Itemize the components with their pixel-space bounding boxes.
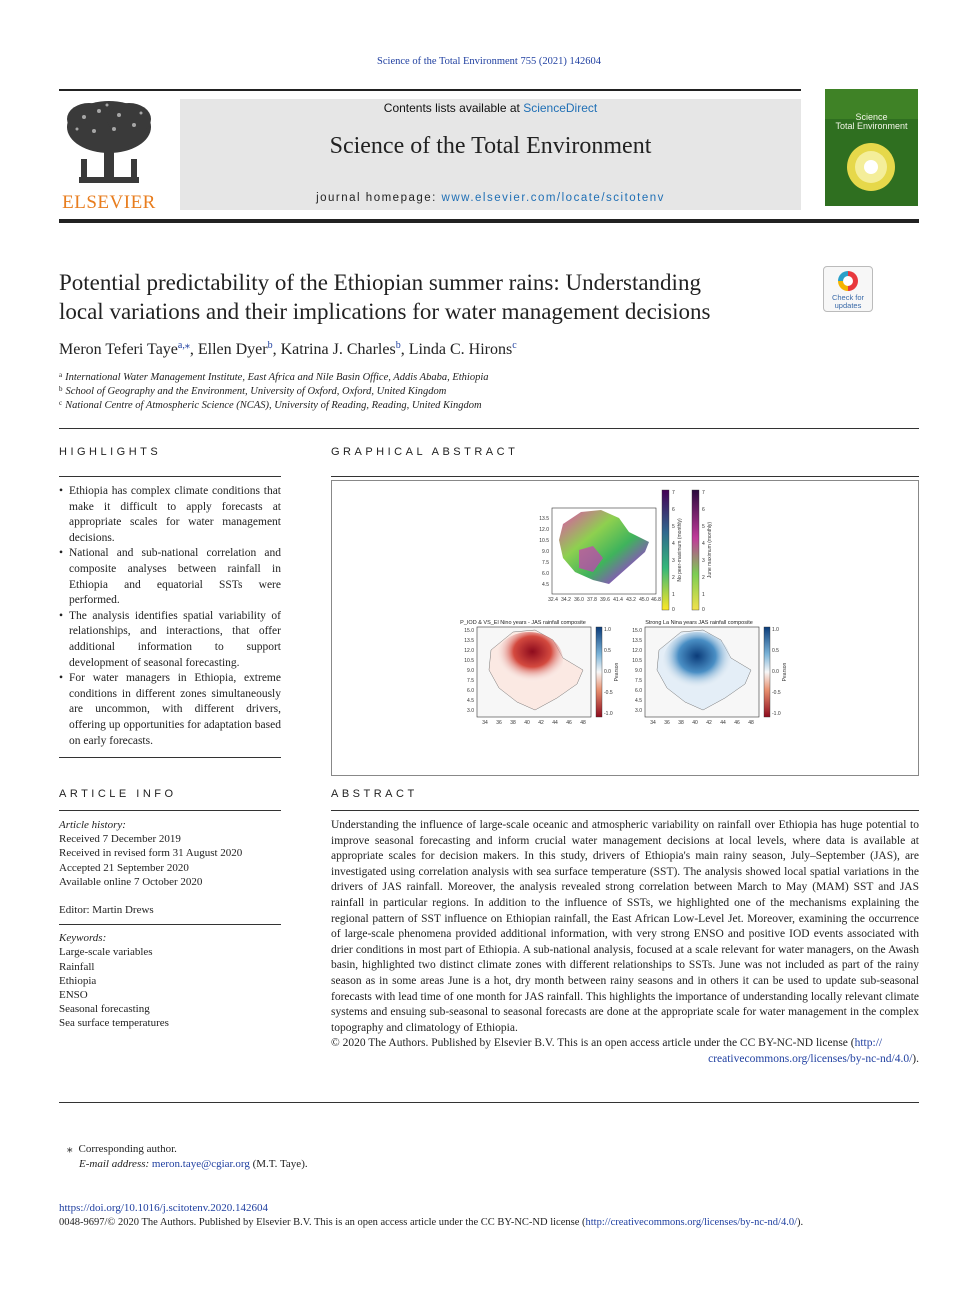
crossmark-line1: Check for [831, 293, 865, 302]
keyword: Ethiopia [59, 974, 97, 987]
highlight-item: • The analysis identifies spatial variability of relationships, and interactions, that offer additional information to support development of seasonal forecasting. [59, 609, 281, 671]
journal-homepage [180, 192, 801, 204]
bottom-left-yticks [464, 628, 474, 714]
homepage-link[interactable]: www.elsevier.com/locate/scitotenv [441, 192, 665, 204]
abstract-rule [331, 810, 919, 811]
tick-label: 36.0 [574, 597, 584, 603]
tick-label: 9.0 [467, 668, 474, 674]
tick-label: 4 [702, 541, 705, 547]
highlights-list [59, 484, 281, 749]
tick-label: 4.5 [467, 698, 474, 704]
highlights-rule [59, 476, 281, 477]
cover-title-line2: Total Environment [835, 121, 908, 131]
tick-label: 44 [552, 720, 558, 726]
tick-label: 7 [672, 490, 675, 496]
author-affiliation-mark[interactable]: b [395, 340, 401, 351]
top-map-panel [539, 490, 713, 613]
email-label: E-mail address: [79, 1158, 152, 1170]
copyright-close: ). [912, 1052, 919, 1065]
tick-label: -1.0 [772, 711, 781, 717]
tick-label: 5 [672, 524, 675, 530]
graphical-abstract-maps [331, 480, 919, 776]
email-tail: (M.T. Taye). [249, 1158, 308, 1170]
tick-label: 0.0 [772, 669, 779, 675]
tick-label: 37.8 [587, 597, 597, 603]
doi-link[interactable]: https://doi.org/10.1016/j.scitotenv.2020.142604 [59, 1202, 268, 1214]
tick-label: 34 [482, 720, 488, 726]
tick-label: 34.2 [561, 597, 571, 603]
contents-prefix: Contents lists available at [383, 101, 524, 115]
tick-label: 3 [672, 558, 675, 564]
tick-label: 40 [692, 720, 698, 726]
author-affiliation-mark[interactable]: b [267, 340, 273, 351]
tick-label: 10.5 [464, 658, 474, 664]
bottom-right-map-panel [632, 620, 788, 726]
tick-label: 13.5 [632, 638, 642, 644]
tick-label: 1 [672, 592, 675, 598]
tick-label: 7 [702, 490, 705, 496]
top-colorbar-1-ticks [672, 490, 675, 613]
abstract-text: Understanding the influence of large-scale oceanic and atmospheric variability on rainfall over Ethiopia has huge potential to improve seasonal forecasting and inform crucial water management decisions at local levels, where data is available at appropriate scales for decision makers. In this study, drivers of Ethiopia's main rainy season, July–September (JAS), are investigated using correlation analysis with sea surface temperature (SST). The analysis showed local spatial variations in the drivers of JAS rainfall. Moreover, the analysis revealed strong correlation between March to May (MAM) SST and JAS rainfall in particular regions. In addition to the influence of SSTs, we highlighted one of the mechanisms explaining the regional pattern of SST influence on Ethiopian rainfall, the East African Low-Level Jet. Moreover, examining the occurrence of large-scale phenomena provided additional information, with very strong ENSO and positive IOD events associated with drier conditions in most part of Ethiopia. A sub-national analysis, focused at a scale relevant for water managers, on the Awash basin, highlighted two distinct climate zones with different relationships to SSTs. June was not included as part of the rainy season as in some areas June is a hot, dry month between rainy seasons and in others it can be used to update sub-seasonal forecasts with lead time of one month for JAS rainfall. This highlights the importance of understanding locally relevant climate systems and ensuing sub-seasonal to seasonal forecasts are done at the appropriate scale for water management in the complex topography and climatology of Ethiopia. [331, 819, 919, 1034]
tick-label: 41.4 [613, 597, 623, 603]
abstract-block [331, 818, 919, 1068]
bottom-left-xticks [482, 720, 586, 726]
tick-label: 3 [702, 558, 705, 564]
bottom-right-wet-anomaly [663, 632, 731, 692]
license-link[interactable]: creativecommons.org/licenses/by-nc-nd/4.0/ [708, 1052, 913, 1065]
top-colorbar-1 [662, 490, 669, 610]
bottom-right-colorbar [764, 627, 770, 717]
tick-label: 38 [510, 720, 516, 726]
abstract-copyright-end [331, 1052, 919, 1068]
tick-label: 38 [678, 720, 684, 726]
tick-label: 32.4 [548, 597, 558, 603]
graphical-abstract-heading: GRAPHICAL ABSTRACT [331, 446, 519, 458]
tick-label: 7.5 [467, 678, 474, 684]
keyword: Rainfall [59, 960, 95, 973]
tick-label: 7.5 [542, 560, 549, 566]
keywords-label: Keywords: [59, 932, 107, 945]
tick-label: 0 [702, 607, 705, 613]
tick-label: 43.2 [626, 597, 636, 603]
article-info-block [59, 818, 281, 1031]
abstract-heading: ABSTRACT [331, 788, 418, 800]
author-name[interactable]: Ellen Dyer [197, 341, 268, 358]
top-colorbar-2-ticks [702, 490, 705, 613]
tick-label: 1.0 [772, 627, 779, 633]
top-colorbar-2-label: June maximum (monthly) [707, 521, 713, 579]
journal-citation[interactable]: Science of the Total Environment 755 (2021) 142604 [377, 56, 601, 67]
author-affiliation-mark[interactable]: c [512, 340, 517, 351]
affiliation [59, 371, 488, 383]
article-info-heading: ARTICLE INFO [59, 788, 177, 800]
copyright-text: © 2020 The Authors. Published by Elsevier B.V. This is an open access article under the CC BY-NC-ND license ( [331, 1037, 855, 1050]
license-footer-link[interactable]: http://creativecommons.org/licenses/by-nc-nd/4.0/ [585, 1217, 798, 1228]
journal-cover-thumbnail[interactable] [825, 89, 918, 206]
bottom-left-colorbar-ticks [604, 627, 613, 717]
tick-label: 13.5 [464, 638, 474, 644]
highlight-item: • For water managers in Ethiopia, extreme conditions in different zones simultaneously are uncommon, with different drivers, offering up opportunities for adaptation based on early forecasts. [59, 671, 281, 749]
tick-label: 4 [672, 541, 675, 547]
tick-label: 10.5 [632, 658, 642, 664]
license-prefix: 0048-9697/© 2020 The Authors. Published by Elsevier B.V. This is an open access article under the CC BY-NC-ND license ( [59, 1217, 586, 1228]
keywords-rule [59, 924, 281, 925]
tick-label: 39.6 [600, 597, 610, 603]
footnote-label: Corresponding author. [78, 1143, 177, 1155]
tick-label: 0.0 [604, 669, 611, 675]
tick-label: 42 [706, 720, 712, 726]
sciencedirect-link[interactable]: ScienceDirect [523, 101, 598, 115]
tick-label: 12.0 [539, 527, 549, 533]
abstract-copyright [331, 1036, 919, 1052]
license-link[interactable]: http:// [854, 1037, 883, 1050]
bottom-right-xticks [650, 720, 754, 726]
affiliation-mark: c [59, 399, 63, 407]
highlight-item: • Ethiopia has complex climate conditions that make it difficult to apply forecasts at appropriate scales for water management decisions. [59, 484, 281, 546]
tick-label: 5 [702, 524, 705, 530]
tick-label: -0.5 [604, 690, 613, 696]
highlights-heading: HIGHLIGHTS [59, 446, 162, 458]
tick-label: 6.0 [542, 571, 549, 577]
tick-label: 48 [748, 720, 754, 726]
corresponding-author-footnote [59, 1142, 308, 1172]
bottom-left-map-panel [460, 620, 620, 726]
tick-label: 15.0 [464, 628, 474, 634]
affiliation-mark: b [59, 385, 63, 393]
tick-label: 36 [664, 720, 670, 726]
tick-label: 46 [566, 720, 572, 726]
tick-label: 0.5 [772, 648, 779, 654]
tick-label: 42 [538, 720, 544, 726]
highlights-bottom-rule [59, 757, 281, 758]
bottom-left-colorbar [596, 627, 602, 717]
tick-label: 1.0 [604, 627, 611, 633]
tick-label: 34 [650, 720, 656, 726]
highlight-item: • National and sub-national correlation and composite analyses between rainfall in Ethiopia and equatorial SSTs were performed. [59, 546, 281, 608]
author-list: Meron Teferi Taye$^{a,⁎}$, Ellen Dyer$^b$, Katrina J. Charles$^b$, Linda C. Hirons$^c$ [59, 340, 517, 358]
tick-label: 13.5 [539, 516, 549, 522]
affiliation [59, 385, 446, 397]
keyword: Seasonal forecasting [59, 1003, 150, 1016]
affiliation [59, 399, 482, 411]
top-colorbar-2 [692, 490, 699, 610]
crossmark-line2: updates [834, 301, 862, 310]
graphical-abstract-rule [331, 476, 919, 477]
bottom-right-colorbar-label: Pearson [782, 662, 788, 682]
tick-label: 7.5 [635, 678, 642, 684]
email-link[interactable]: meron.taye@cgiar.org [151, 1158, 250, 1170]
tick-label: 6 [672, 507, 675, 513]
tick-label: 4.5 [542, 582, 549, 588]
cover-title [825, 113, 918, 131]
affiliation-rule [59, 428, 919, 429]
bottom-right-map-title: Strong La Nina years JAS rainfall composite [645, 620, 753, 626]
accepted-date: Accepted 21 September 2020 [59, 861, 189, 874]
tick-label: 1 [702, 592, 705, 598]
affiliation-text: National Centre of Atmospheric Science (NCAS), University of Reading, Reading, United Kingdom [65, 400, 482, 411]
editor: Editor: Martin Drews [59, 904, 154, 917]
header-bottom-rule [59, 219, 919, 223]
tick-label: 36 [496, 720, 502, 726]
article-title-line1: Potential predictability of the Ethiopian summer rains: Understanding [59, 270, 701, 295]
tick-label: 6 [702, 507, 705, 513]
contents-available [180, 101, 801, 115]
header-top-rule [59, 89, 801, 91]
tick-label: 4.5 [635, 698, 642, 704]
article-title [59, 268, 799, 326]
tick-label: 3.0 [635, 708, 642, 714]
tick-label: 9.0 [635, 668, 642, 674]
tick-label: 15.0 [632, 628, 642, 634]
tick-label: 45.0 [639, 597, 649, 603]
tick-label: 44 [720, 720, 726, 726]
article-title-line2: local variations and their implications for water management decisions [59, 299, 711, 324]
bottom-right-yticks [632, 628, 642, 714]
top-map-xticks [548, 597, 661, 603]
keyword: Sea surface temperatures [59, 1017, 169, 1030]
license-close: ). [797, 1217, 804, 1228]
crossmark-icon-center [843, 276, 853, 286]
tick-label: 2 [702, 575, 705, 581]
bottom-right-colorbar-ticks [772, 627, 781, 717]
author-name[interactable]: Meron Teferi Taye [59, 341, 178, 358]
tick-label: 0.5 [604, 648, 611, 654]
tick-label: 6.0 [635, 688, 642, 694]
license-line [59, 1217, 803, 1228]
article-info-rule [59, 810, 281, 811]
top-map-yticks [539, 516, 549, 588]
tick-label: 3.0 [467, 708, 474, 714]
check-for-updates-label [823, 294, 873, 310]
affiliation-text: International Water Management Institute, East Africa and Nile Basin Office, Addis Ababa, Ethiopia [65, 372, 489, 383]
tick-label: 48 [580, 720, 586, 726]
revised-date: Received in revised form 31 August 2020 [59, 847, 243, 860]
top-colorbar-1-label: No peer-maximum (monthly) [677, 518, 683, 582]
tick-label: 46 [734, 720, 740, 726]
tick-label: 12.0 [464, 648, 474, 654]
tick-label: -0.5 [772, 690, 781, 696]
affiliation-mark: a [59, 371, 63, 379]
tick-label: 12.0 [632, 648, 642, 654]
tick-label: 2 [672, 575, 675, 581]
author-name[interactable]: Katrina J. Charles [280, 341, 396, 358]
keyword: ENSO [59, 989, 88, 1002]
keyword: Large-scale variables [59, 946, 153, 959]
author-affiliation-mark[interactable]: a,⁎ [177, 340, 190, 351]
tick-label: 0 [672, 607, 675, 613]
affiliation-text: School of Geography and the Environment, University of Oxford, Oxford, United Kingdom [65, 386, 447, 397]
elsevier-wordmark: ELSEVIER [62, 192, 156, 213]
cover-title-line1: Science [855, 112, 888, 122]
author-name[interactable]: Linda C. Hirons [408, 341, 513, 358]
tick-label: -1.0 [604, 711, 613, 717]
tick-label: 10.5 [539, 538, 549, 544]
article-history-label: Article history: [59, 819, 126, 831]
tick-label: 40 [524, 720, 530, 726]
journal-title: Science of the Total Environment [329, 133, 652, 159]
tick-label: 6.0 [467, 688, 474, 694]
footnote-mark: ⁎ [67, 1143, 73, 1155]
abstract-bottom-rule [59, 1102, 919, 1103]
tick-label: 46.8 [651, 597, 661, 603]
bottom-left-colorbar-label: Pearson [614, 662, 620, 682]
online-date: Available online 7 October 2020 [59, 875, 203, 888]
tick-label: 9.0 [542, 549, 549, 555]
bottom-left-dry-anomaly [495, 632, 563, 688]
bottom-left-map-title: P_IOD & VS_El Nino years - JAS rainfall composite [460, 620, 586, 626]
homepage-label: journal homepage: [316, 192, 442, 204]
received-date: Received 7 December 2019 [59, 833, 181, 846]
